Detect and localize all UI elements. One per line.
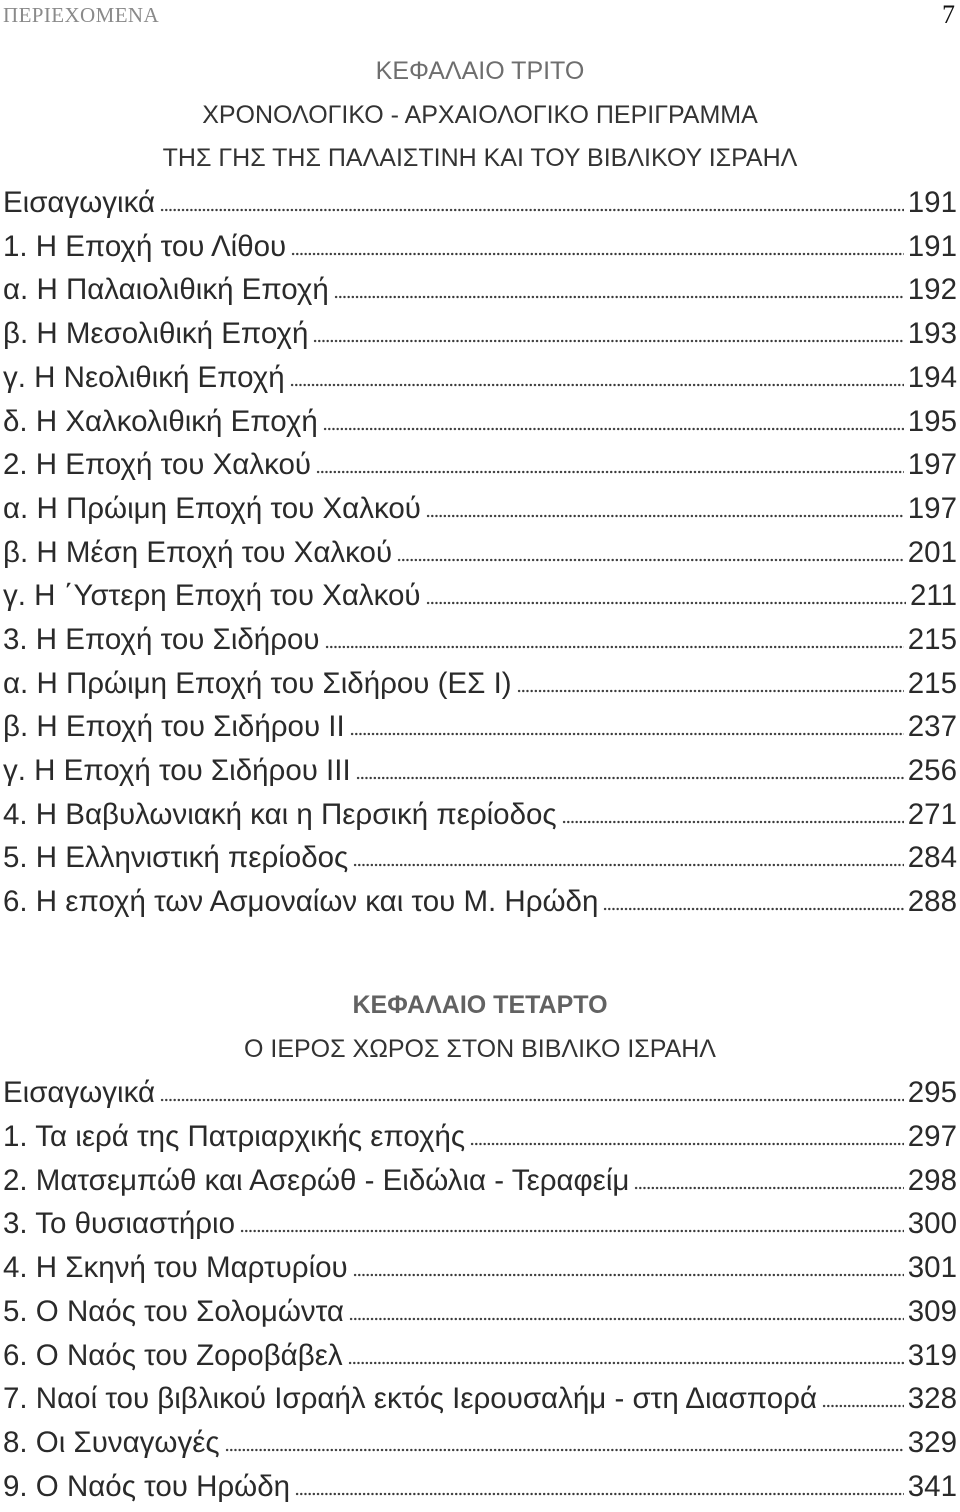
toc-entry-page: 300: [907, 1207, 957, 1241]
toc-entry: [3, 1465, 957, 1509]
dot-leader: [291, 252, 904, 256]
toc-entry-page: 197: [907, 491, 957, 525]
dot-leader: [323, 427, 904, 431]
toc-entry-title: α. Η Παλαιολιθική Εποχή: [3, 273, 329, 307]
toc-entry-title: 8. Οι Συναγωγές: [3, 1425, 220, 1459]
toc-entry-page: 191: [907, 186, 957, 220]
toc-entry: [3, 1290, 957, 1334]
dot-leader: [160, 208, 904, 212]
toc-entry-page: 237: [907, 710, 957, 744]
toc-entry-page: 211: [909, 579, 957, 613]
toc-entry: [3, 574, 957, 618]
toc-entry-title: Εισαγωγικά: [3, 186, 156, 220]
toc-entry: [3, 705, 957, 749]
toc-entry-page: 309: [907, 1294, 957, 1328]
toc-entry: [3, 793, 957, 837]
toc-entry-page: 201: [907, 535, 957, 569]
dot-leader: [426, 601, 906, 605]
toc-entry-title: 4. Η Βαβυλωνιακή και η Περσική περίοδος: [3, 797, 557, 831]
toc-entry: [3, 1202, 957, 1246]
toc-entry-page: 215: [907, 622, 957, 656]
dot-leader: [353, 863, 904, 867]
toc-entry-page: 192: [907, 273, 957, 307]
dot-leader: [426, 514, 904, 518]
toc-entry-title: γ. Η ΄Υστερη Εποχή του Χαλκού: [3, 579, 421, 613]
toc-entry-page: 341: [907, 1469, 957, 1503]
toc-entry-page: 191: [907, 229, 957, 263]
toc-entry: [3, 268, 957, 312]
toc-entry-title: β. Η Εποχή του Σιδήρου ΙΙ: [3, 710, 345, 744]
toc-entry-title: 1. Τα ιερά της Πατριαρχικής εποχής: [3, 1120, 466, 1154]
toc-entry: [3, 400, 957, 444]
dot-leader: [290, 383, 904, 387]
toc-entry: [3, 749, 957, 793]
toc-chapter-section: [3, 50, 957, 924]
dot-leader: [348, 1361, 904, 1365]
dot-leader: [517, 689, 904, 693]
toc-entry-title: 5. Ο Ναός του Σολομώντα: [3, 1294, 344, 1328]
toc-entry-title: 6. Η εποχή των Ασμοναίων και του Μ. Ηρώδη: [3, 885, 599, 919]
dot-leader: [470, 1142, 904, 1146]
toc-entry: [3, 531, 957, 575]
toc-entry: [3, 618, 957, 662]
toc-entry: [3, 1377, 957, 1421]
toc-entry-title: 9. Ο Ναός του Ηρώδη: [3, 1469, 291, 1503]
toc-entry-title: γ. Η Εποχή του Σιδήρου ΙΙΙ: [3, 754, 351, 787]
dot-leader: [316, 470, 904, 474]
toc-entry: [3, 181, 957, 225]
running-header: [3, 0, 955, 30]
toc-entry-page: 193: [907, 317, 957, 351]
dot-leader: [225, 1448, 904, 1452]
toc-entry: [3, 356, 957, 400]
toc-entry-title: β. Η Μέση Εποχή του Χαλκού: [3, 535, 393, 569]
dot-leader: [634, 1186, 903, 1190]
dot-leader: [313, 339, 903, 343]
dot-leader: [349, 1317, 904, 1321]
dot-leader: [325, 645, 904, 649]
dot-leader: [334, 295, 904, 299]
dot-leader: [822, 1404, 904, 1408]
toc-entry: [3, 1421, 957, 1465]
toc-entry-page: 197: [907, 448, 957, 482]
toc-entry-page: 329: [907, 1425, 957, 1459]
running-header-title: ΠΕΡΙΕΧΟΜΕΝΑ: [3, 2, 160, 27]
toc-entry-page: 319: [907, 1338, 957, 1372]
chapter-label: ΚΕΦΑΛΑΙΟ ΤΡΙΤΟ: [375, 57, 585, 85]
toc-entry-page: 288: [907, 885, 957, 919]
dot-leader: [356, 776, 904, 780]
dot-leader: [603, 907, 903, 911]
toc-entry: [3, 836, 957, 880]
toc-entry-page: 194: [907, 360, 957, 394]
toc-entry-title: Εισαγωγικά: [3, 1076, 156, 1110]
toc-entry: [3, 443, 957, 487]
toc-entry-page: 215: [907, 666, 957, 700]
dot-leader: [295, 1492, 904, 1496]
toc-entry-title: α. Η Πρώιμη Εποχή του Σιδήρου (ΕΣ Ι): [3, 666, 512, 700]
toc-entry: [3, 1246, 957, 1290]
chapter-subtitle: ΧΡΟΝΟΛΟΓΙΚΟ - ΑΡΧΑΙΟΛΟΓΙΚΟ ΠΕΡΙΓΡΑΜΜΑ: [202, 100, 758, 129]
chapter-subtitle: ΤΗΣ ΓΗΣ ΤΗΣ ΠΑΛΑΙΣΤΙΝΗ ΚΑΙ ΤΟΥ ΒΙΒΛΙΚΟΥ ΙΣΡΑΗΛ: [162, 144, 798, 173]
toc-entry-title: 5. Η Ελληνιστική περίοδος: [3, 841, 349, 875]
page-number: 7: [942, 0, 955, 29]
toc-entry: [3, 1071, 957, 1115]
dot-leader: [397, 558, 904, 562]
toc-entry-page: 301: [907, 1251, 957, 1285]
toc-entry: [3, 1334, 957, 1378]
toc-entry-page: 195: [907, 404, 957, 438]
dot-leader: [562, 820, 904, 824]
dot-leader: [160, 1098, 904, 1102]
toc-entry-title: 7. Ναοί του βιβλικού Ισραήλ εκτός Ιερουσαλήμ - στη Διασπορά: [3, 1382, 818, 1416]
dot-leader: [240, 1229, 904, 1233]
toc-entry-title: γ. Η Νεολιθική Εποχή: [3, 360, 285, 394]
toc-entry-title: α. Η Πρώιμη Εποχή του Χαλκού: [3, 491, 421, 525]
toc-entry: [3, 1115, 957, 1159]
toc-entry: [3, 1159, 957, 1203]
chapter-subtitle: Ο ΙΕΡΟΣ ΧΩΡΟΣ ΣΤΟΝ ΒΙΒΛΙΚΟ ΙΣΡΑΗΛ: [243, 1034, 717, 1063]
toc-entry-title: 2. Η Εποχή του Χαλκού: [3, 448, 311, 482]
toc-entry: [3, 312, 957, 356]
toc-entry-title: 6. Ο Ναός του Ζοροβάβελ: [3, 1338, 343, 1372]
dot-leader: [353, 1273, 904, 1277]
toc-entry-page: 298: [907, 1163, 957, 1197]
dot-leader: [350, 732, 904, 736]
toc-entry-title: β. Η Μεσολιθική Εποχή: [3, 317, 309, 351]
toc-entry-page: 256: [907, 754, 957, 787]
toc-entry: [3, 487, 957, 531]
toc-entry-page: 295: [907, 1076, 957, 1110]
toc-entry-title: 4. Η Σκηνή του Μαρτυρίου: [3, 1251, 348, 1285]
toc-entry-title: 3. Το θυσιαστήριο: [3, 1207, 236, 1241]
toc-entry-page: 271: [907, 797, 957, 831]
toc-entry-title: 1. Η Εποχή του Λίθου: [3, 229, 287, 263]
toc-entry-page: 284: [907, 841, 957, 875]
toc-chapter-section: [3, 984, 957, 1508]
toc-entry-title: 2. Ματσεμπώθ και Ασερώθ - Ειδώλια - Τεραφείμ: [3, 1163, 630, 1197]
toc-entry: [3, 225, 957, 269]
toc-entry-page: 328: [907, 1382, 957, 1416]
toc-entry-page: 297: [907, 1120, 957, 1154]
toc-entry: [3, 662, 957, 706]
toc-entry-title: 3. Η Εποχή του Σιδήρου: [3, 622, 320, 656]
toc-entry-title: δ. Η Χαλκολιθική Εποχή: [3, 404, 318, 438]
toc-entry: [3, 880, 957, 924]
chapter-label: ΚΕΦΑΛΑΙΟ ΤΕΤΑΡΤΟ: [352, 991, 608, 1019]
